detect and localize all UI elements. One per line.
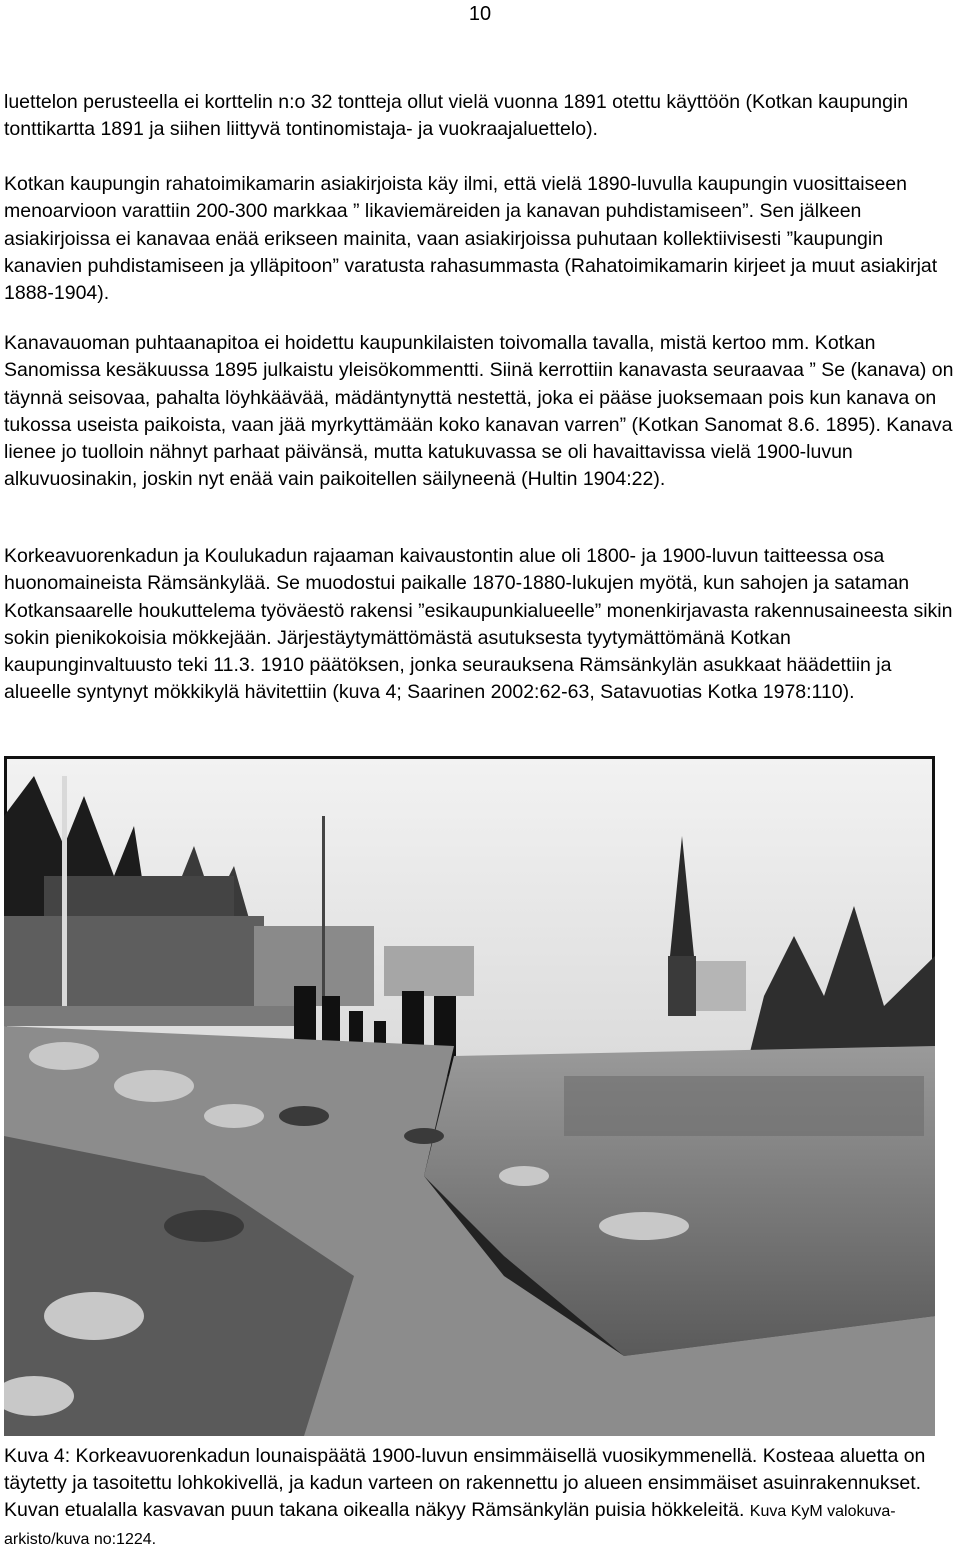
figure-caption <box>4 1443 954 1553</box>
photo-illustration <box>4 756 935 1436</box>
historical-photo <box>4 756 935 1436</box>
paragraph-4: Korkeavuorenkadun ja Koulukadun rajaaman kaivaustontin alue oli 1800- ja 1900-luvun taitteessa osa huonomaineista Rämsänkylää. Se muodostui paikalle 1870-1880-lukujen myötä, kun sahojen ja sataman Kotkansaarelle houkuttelema työväestö rakensi ”esikaupunkialueelle” monenkirjavasta rakennusaineesta sikin sokin pienikokoisia mökkejään. Järjestäytymättömästä asutuksesta tyytymättömänä Kotkan kaupunginvaltuusto teki 11.3. 1910 päätöksen, jonka seurauksena Rämsänkylän asukkaat häädettiin ja alueelle syntynyt mökkikylä hävitettiin (kuva 4; Saarinen 2002:62-63, Satavuotias Kotka 1978:110). <box>4 545 953 704</box>
page-number: 10 <box>468 3 492 25</box>
caption-credit: Kuva KyM valokuva-arkisto/kuva no:1224. <box>4 1503 896 1548</box>
paragraph-3: Kanavauoman puhtaanapitoa ei hoidettu kaupunkilaisten toivomalla tavalla, mistä kertoo mm. Kotkan Sanomissa kesäkuussa 1895 julkaistu yleisökommentti. Siinä kerrottiin kanavasta seuraavaa ” Se (kanava) on täynnä seisovaa, pahalta löyhkäävää, mädäntynyttä nestettä, joka ei pääse juoksemaan pois kun kanava on tukossa useista paikoista, vaan jää myrkyttämään koko kanavan varren” (Kotkan Sanomat 8.6. 1895). Kanava lienee jo tuolloin nähnyt parhaat päivänsä, mutta katukuvassa se oli havaittavissa vielä 1900-luvun alkuvuosinakin, joskin nyt enää vain paikoitellen säilyneenä (Hultin 1904:22). <box>4 332 954 491</box>
paragraph-1: luettelon perusteella ei korttelin n:o 32 tontteja ollut vielä vuonna 1891 otettu käyttöön (Kotkan kaupungin tonttikartta 1891 ja siihen liittyvä tontinomistaja- ja vuokraajaluettelo). <box>4 91 909 141</box>
caption-text: Kuva 4: Korkeavuorenkadun lounaispäätä 1900-luvun ensimmäisellä vuosikymmenellä. Kosteaa aluetta on täytetty ja tasoitettu lohkokivellä, ja kadun varteen on rakennettu jo alueen ensimmäiset asuinrakennukset. Kuvan etualalla kasvavan puun takana oikealla näkyy Rämsänkylän puisia hökkeleitä. <box>4 1445 926 1521</box>
paragraph-2: Kotkan kaupungin rahatoimikamarin asiakirjoista käy ilmi, että vielä 1890-luvulla kaupungin vuosittaiseen menoarvioon varattiin 200-300 markkaa ” likaviemäreiden ja kanavan puhdistamiseen”. Sen jälkeen asiakirjoissa ei kanavaa enää erikseen mainita, vaan asiakirjoissa puhutaan kollektiivisesti ”kaupungin kanavien puhdistamiseen ja ylläpitoon” varatusta rahasummasta (Rahatoimikamarin kirjeet ja muut asiakirjat 1888-1904). <box>4 173 938 305</box>
